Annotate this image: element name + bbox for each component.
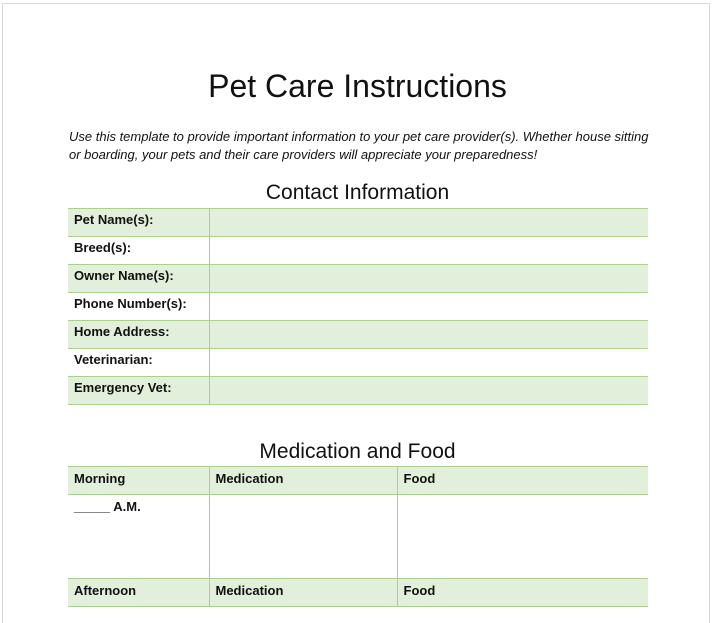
table-row <box>68 377 648 405</box>
table-row <box>68 293 648 321</box>
table-row <box>68 495 648 579</box>
owner-name-label: Owner Name(s): <box>68 265 209 293</box>
contact-table <box>68 208 648 405</box>
afternoon-header: Afternoon <box>68 579 209 607</box>
table-row <box>68 265 648 293</box>
afternoon-food-header: Food <box>397 579 648 607</box>
table-row <box>68 209 648 237</box>
phone-number-field[interactable] <box>209 293 648 321</box>
pet-name-label: Pet Name(s): <box>68 209 209 237</box>
table-row <box>68 467 648 495</box>
medication-heading: Medication and Food <box>259 440 456 463</box>
intro-text: Use this template to provide important information to your pet care provider(s). Whether house sitting or boarding, your pets and their care providers will appreciate your preparedness! <box>69 129 649 162</box>
afternoon-medication-header: Medication <box>209 579 397 607</box>
table-row <box>68 349 648 377</box>
morning-food-field[interactable] <box>397 495 648 579</box>
morning-time-field[interactable]: _____ A.M. <box>68 495 209 579</box>
page-title: Pet Care Instructions <box>208 68 507 104</box>
morning-header: Morning <box>68 467 209 495</box>
contact-heading: Contact Information <box>265 181 450 204</box>
table-row <box>68 579 648 607</box>
emergency-vet-label: Emergency Vet: <box>68 377 209 405</box>
veterinarian-field[interactable] <box>209 349 648 377</box>
morning-food-header: Food <box>397 467 648 495</box>
table-row <box>68 321 648 349</box>
home-address-field[interactable] <box>209 321 648 349</box>
veterinarian-label: Veterinarian: <box>68 349 209 377</box>
morning-medication-field[interactable] <box>209 495 397 579</box>
owner-name-field[interactable] <box>209 265 648 293</box>
emergency-vet-field[interactable] <box>209 377 648 405</box>
pet-name-field[interactable] <box>209 209 648 237</box>
home-address-label: Home Address: <box>68 321 209 349</box>
phone-number-label: Phone Number(s): <box>68 293 209 321</box>
table-row <box>68 237 648 265</box>
breed-field[interactable] <box>209 237 648 265</box>
morning-medication-header: Medication <box>209 467 397 495</box>
breed-label: Breed(s): <box>68 237 209 265</box>
medication-table <box>68 466 648 607</box>
